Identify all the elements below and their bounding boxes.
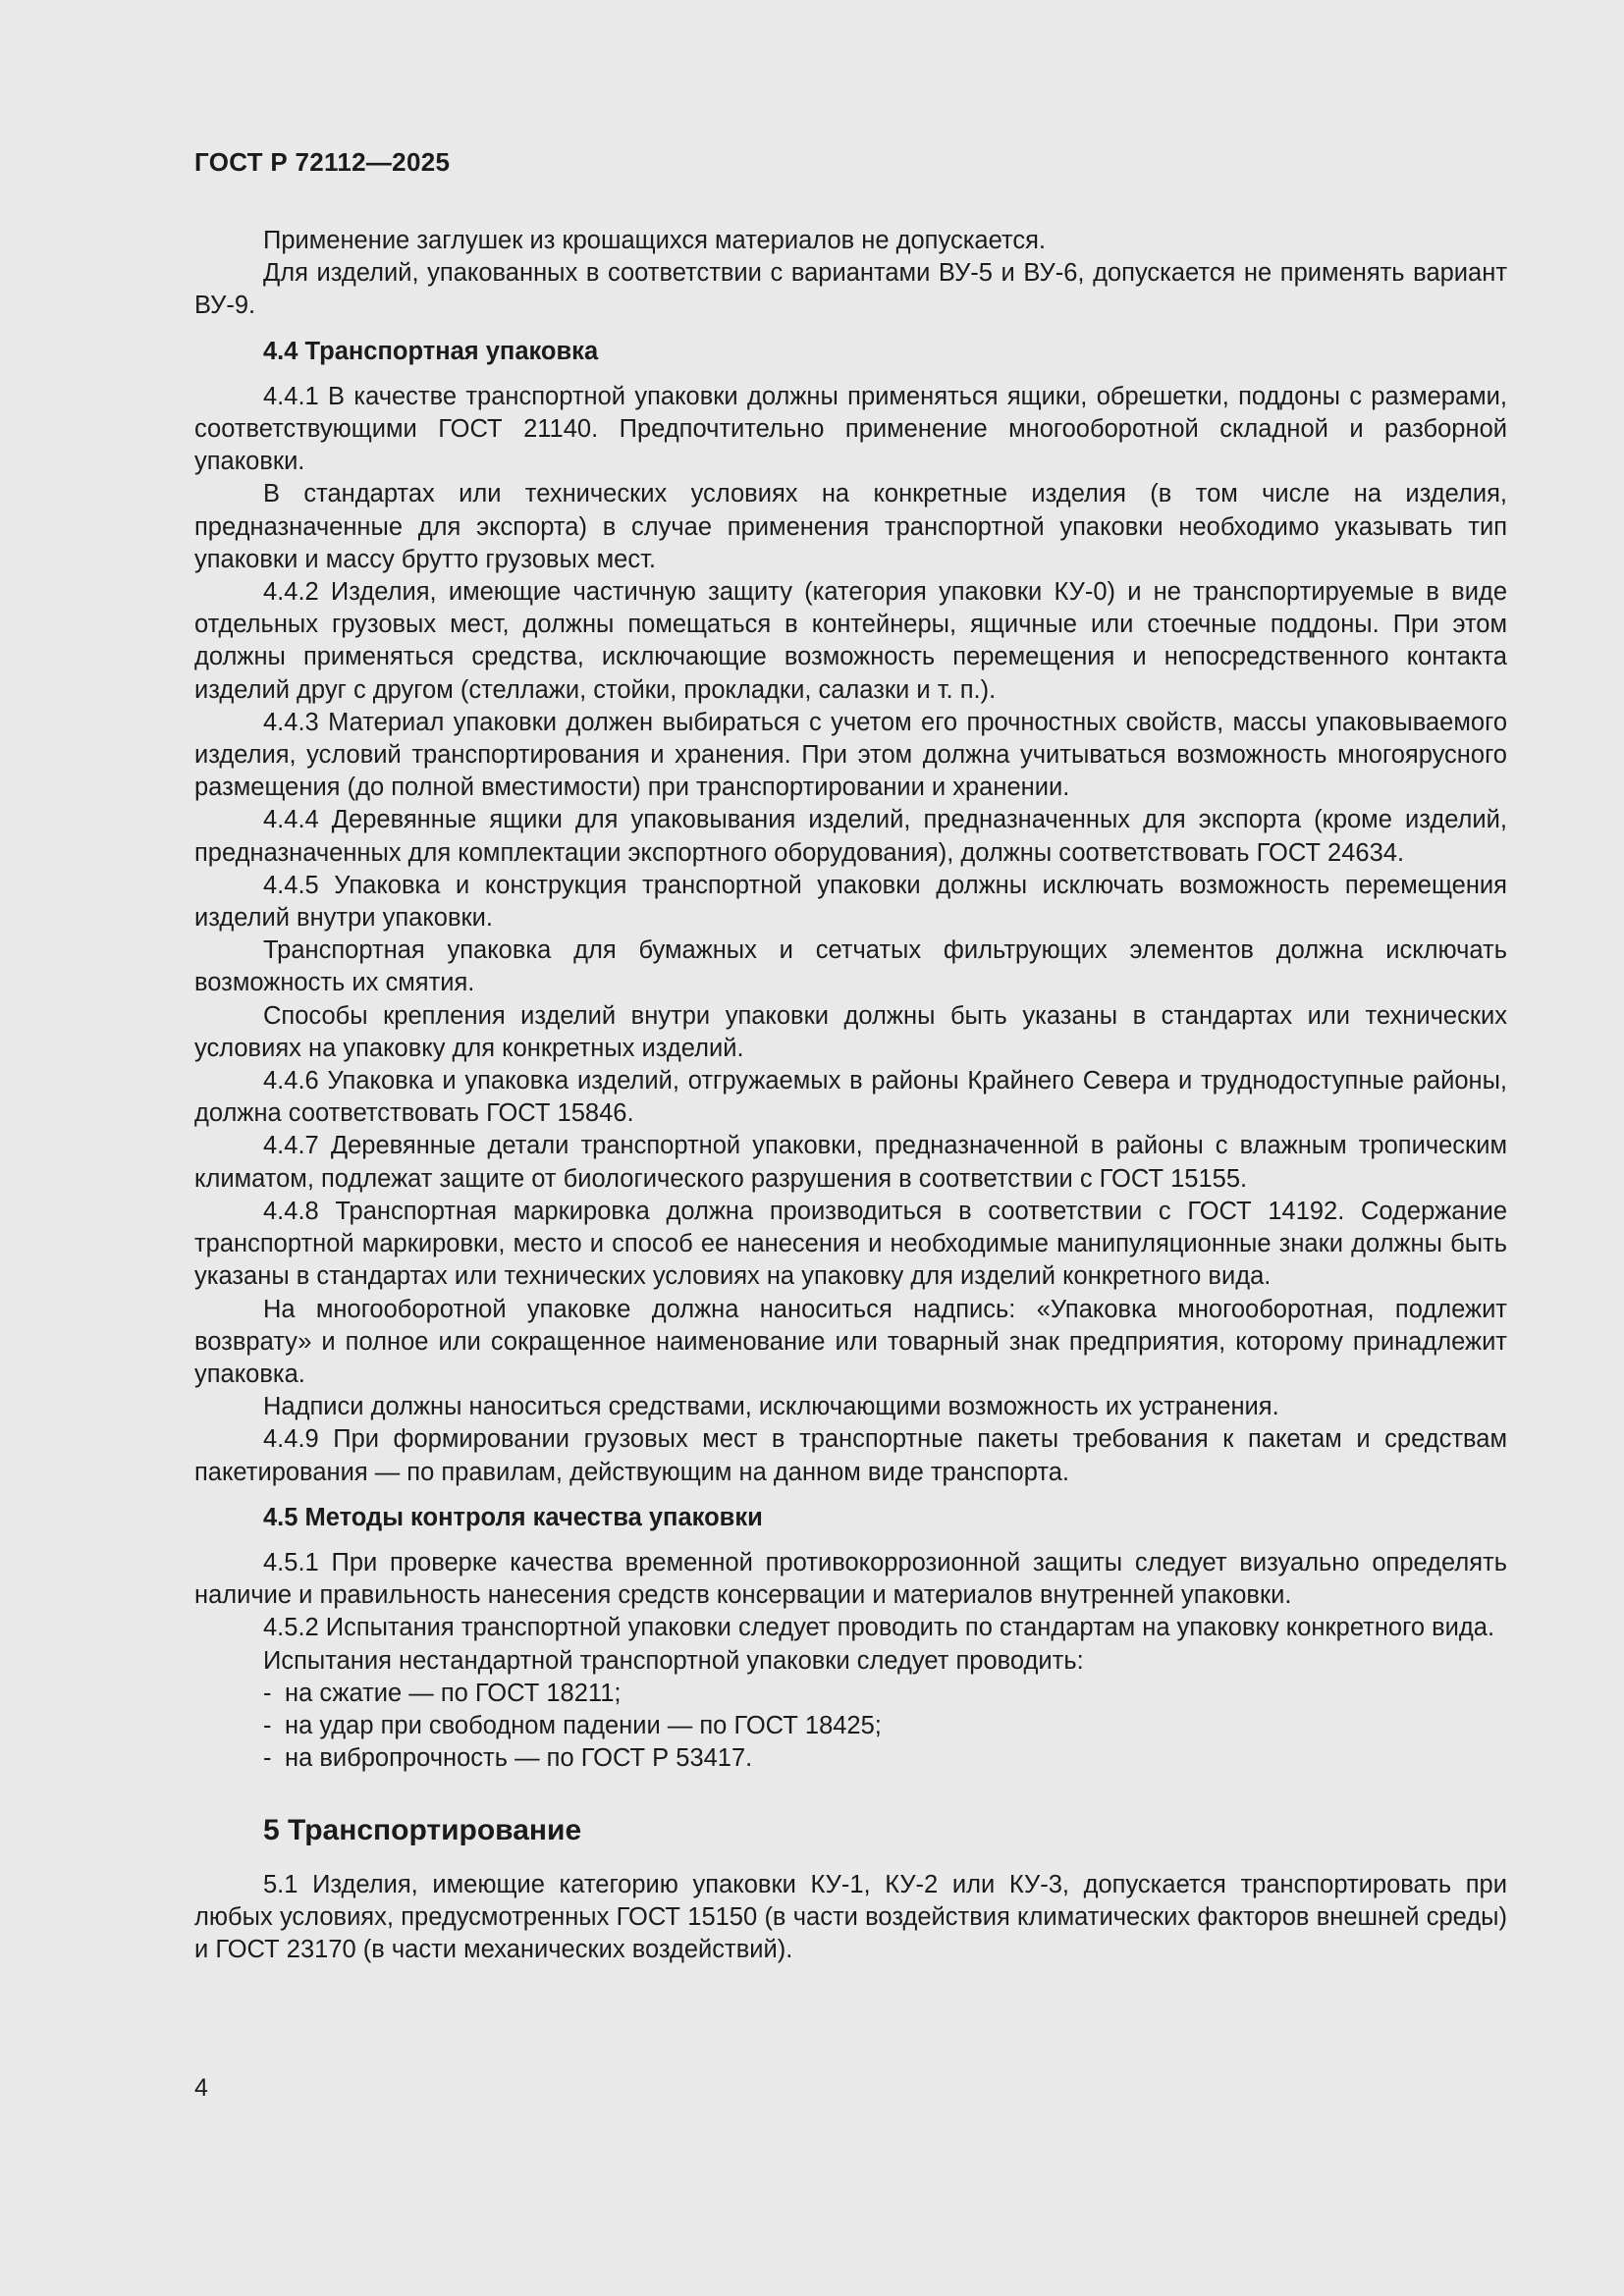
list-marker: - [263, 1711, 272, 1739]
subsection-heading: 4.5 Методы контроля качества упаковки [263, 1503, 763, 1531]
list-item [263, 1678, 1507, 1710]
paragraph: 5.1 Изделия, имеющие категорию упаковки КУ-1, КУ-2 или КУ-3, допускается транспортировать при любых условиях, предусмотренных ГОСТ 15150 (в части воздействия климатических факторов внешней среды) и ГОСТ 23170 (в части механических воздействий). [194, 1870, 1507, 1963]
paragraph: 4.4.9 При формировании грузовых мест в транспортные пакеты требования к пакетам и средствам пакетирования — по правилам, действующим на данном виде транспорта. [194, 1425, 1507, 1486]
paragraph: 4.4.4 Деревянные ящики для упаковывания изделий, предназначенных для экспорта (кроме изделий, предназначенных для комплектации экспортного оборудования), должны соответствовать ГОСТ 24634. [194, 806, 1507, 867]
list-item [263, 1710, 1507, 1742]
paragraph: Надписи должны наноситься средствами, исключающими возможность их устранения. [263, 1393, 1279, 1421]
paragraph: 4.4.1 В качестве транспортной упаковки должны применяться ящики, обрешетки, поддоны с размерами, соответствующими ГОСТ 21140. Предпочтительно применение многооборотной складной и разборной упаковки. [194, 382, 1507, 476]
list-item-text: на сжатие — по ГОСТ 18211; [285, 1679, 622, 1707]
document-header: ГОСТ Р 72112—2025 [194, 147, 451, 177]
paragraph: 4.4.5 Упаковка и конструкция транспортной упаковки должны исключать возможность перемещения изделий внутри упаковки. [194, 871, 1507, 933]
paragraph: На многооборотной упаковке должна наноситься надпись: «Упаковка многооборотная, подлежит возврату» и полное или сокращенное наименование или товарный знак предприятия, которому принадлежит упаковка. [194, 1295, 1507, 1388]
paragraph: 4.5.1 При проверке качества временной противокоррозионной защиты следует визуально определять наличие и правильность нанесения средств консервации и материалов внутренней упаковки. [194, 1548, 1507, 1610]
paragraph: В стандартах или технических условиях на конкретные изделия (в том числе на изделия, предназначенные для экспорта) в случае применения транспортной упаковки необходимо указывать тип упаковки и массу брутто грузовых мест. [194, 480, 1507, 573]
paragraph: 4.4.7 Деревянные детали транспортной упаковки, предназначенной в районы с влажным тропическим климатом, подлежат защите от биологического разрушения в соответствии с ГОСТ 15155. [194, 1132, 1507, 1193]
page-number: 4 [194, 2074, 208, 2102]
subsection-heading: 4.4 Транспортная упаковка [263, 337, 599, 365]
document-body [194, 225, 1507, 1966]
paragraph: Транспортная упаковка для бумажных и сетчатых фильтрующих элементов должна исключать возможность их смятия. [194, 936, 1507, 997]
list-item-text: на вибропрочность — по ГОСТ Р 53417. [285, 1744, 753, 1773]
list-marker: - [263, 1744, 272, 1773]
paragraph: Испытания нестандартной транспортной упаковки следует проводить: [263, 1646, 1084, 1675]
paragraph: 4.4.3 Материал упаковки должен выбираться с учетом его прочностных свойств, массы упаковываемого изделия, условий транспортирования и хранения. При этом должна учитываться возможность многоярусного размещения (до полной вместимости) при транспортировании и хранении. [194, 708, 1507, 802]
paragraph: Для изделий, упакованных в соответствии с вариантами ВУ-5 и ВУ-6, допускается не применять вариант ВУ-9. [194, 259, 1507, 320]
list-marker: - [263, 1679, 272, 1707]
paragraph: 4.4.8 Транспортная маркировка должна производиться в соответствии с ГОСТ 14192. Содержание транспортной маркировки, место и способ ее нанесения и необходимые манипуляционные знаки должны быть указаны в стандартах или технических условиях на упаковку для изделий конкретного вида. [194, 1197, 1507, 1291]
list-item [263, 1742, 1507, 1775]
paragraph: 4.4.6 Упаковка и упаковка изделий, отгружаемых в районы Крайнего Севера и труднодоступные районы, должна соответствовать ГОСТ 15846. [194, 1067, 1507, 1128]
section-heading: 5 Транспортирование [263, 1814, 582, 1847]
paragraph: Применение заглушек из крошащихся материалов не допускается. [263, 227, 1046, 254]
paragraph: 4.5.2 Испытания транспортной упаковки следует проводить по стандартам на упаковку конкретного вида. [263, 1614, 1495, 1642]
list-item-text: на удар при свободном падении — по ГОСТ 18425; [285, 1711, 882, 1739]
paragraph: Способы крепления изделий внутри упаковки должны быть указаны в стандартах или технических условиях на упаковку для конкретных изделий. [194, 1001, 1507, 1062]
paragraph: 4.4.2 Изделия, имеющие частичную защиту (категория упаковки КУ-0) и не транспортируемые в виде отдельных грузовых мест, должны помещаться в контейнеры, ящичные или стоечные поддоны. При этом должны применяться средства, исключающие возможность перемещения и непосредственного контакта изделий друг с другом (стеллажи, стойки, прокладки, салазки и т. п.). [194, 578, 1507, 704]
